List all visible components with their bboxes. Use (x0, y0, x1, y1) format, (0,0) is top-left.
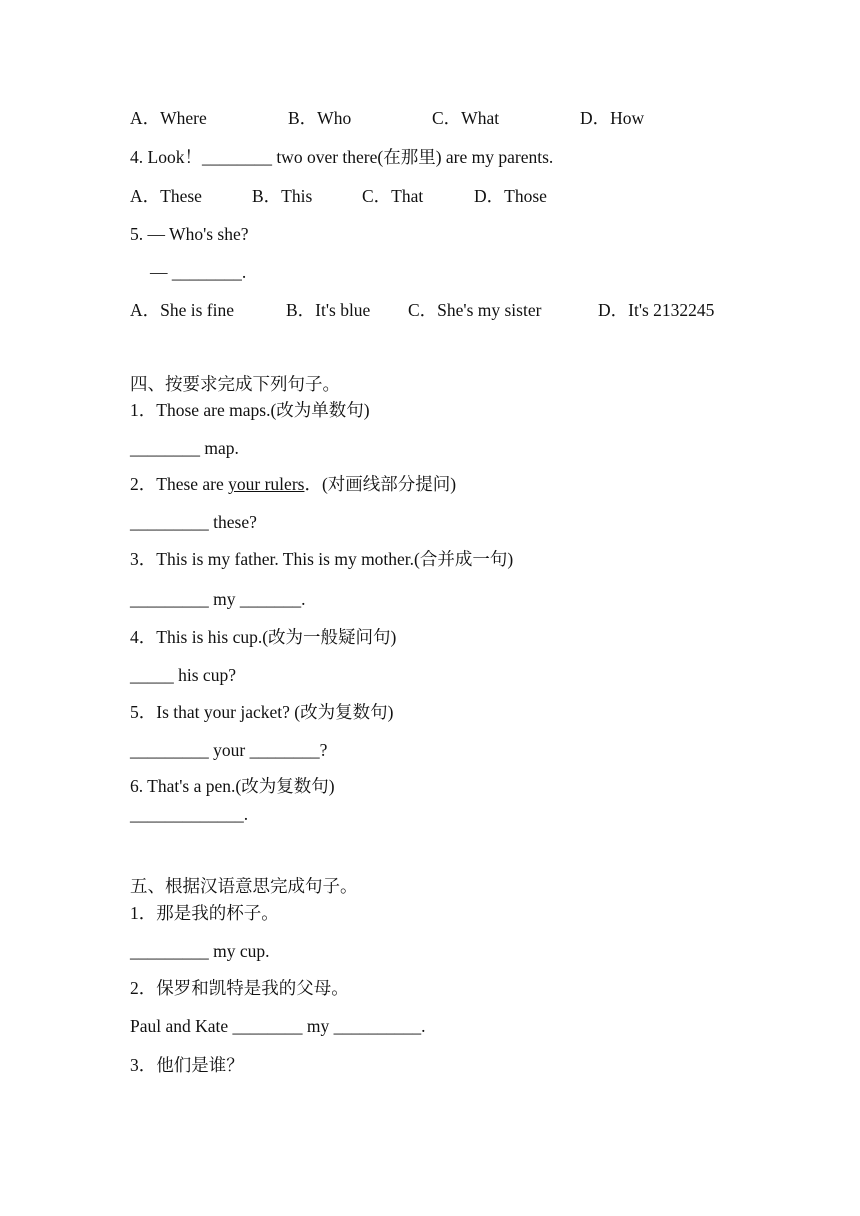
section4-item6-question: 6. That's a pen.(改为复数句) (130, 776, 335, 796)
section4-item2-suffix: ．(对画线部分提问) (304, 474, 457, 494)
section4-item3-answer: _________ my _______. (130, 589, 306, 609)
q4-option-a: A．These (130, 186, 202, 206)
q4-option-c: C．That (362, 186, 424, 206)
q5-option-b: B．It's blue (286, 300, 371, 320)
section4-item1-question: 1．Those are maps.(改为单数句) (130, 400, 370, 420)
q3-option-d: D．How (580, 108, 645, 128)
q5-option-a: A．She is fine (130, 300, 235, 320)
section4-item2-answer: _________ these? (130, 512, 257, 532)
section4-item5-question: 5．Is that your jacket? (改为复数句) (130, 702, 394, 722)
q4-option-d: D．Those (474, 186, 547, 206)
q4-question: 4. Look！________ two over there(在那里) are my parents. (130, 147, 554, 167)
q5-answer-line: — ________. (150, 262, 247, 282)
q5-option-c: C．She's my sister (408, 300, 542, 320)
section4-item1-answer: ________ map. (130, 438, 239, 458)
q3-option-b: B．Who (288, 108, 352, 128)
section5-item3-question: 3．他们是谁？ (130, 1055, 244, 1075)
q3-option-a: A．Where (130, 108, 207, 128)
section4-item2-prefix: 2．These are (130, 474, 229, 494)
section5-item1-answer: _________ my cup. (130, 941, 270, 961)
q3-option-c: C．What (432, 108, 500, 128)
q5-question: 5. — Who's she? (130, 224, 249, 244)
section4-item5-answer: _________ your ________? (130, 740, 328, 760)
section4-title: 四、按要求完成下列句子。 (130, 374, 340, 394)
q5-option-d: D．It's 2132245 (598, 300, 715, 320)
section4-item4-answer: _____ his cup? (130, 665, 236, 685)
section4-item4-question: 4．This is his cup.(改为一般疑问句) (130, 627, 397, 647)
section4-item6-answer: _____________. (130, 804, 249, 824)
section5-item2-question: 2．保罗和凯特是我的父母。 (130, 978, 349, 998)
section4-item2-underlined: your rulers (228, 474, 305, 494)
section4-item2-question (130, 473, 456, 495)
section5-item2-answer: Paul and Kate ________ my __________. (130, 1016, 426, 1036)
q4-option-b: B．This (252, 186, 313, 206)
section5-title: 五、根据汉语意思完成句子。 (130, 876, 358, 896)
section4-item3-question: 3．This is my father. This is my mother.(合并成一句) (130, 549, 514, 569)
section5-item1-question: 1．那是我的杯子。 (130, 903, 279, 923)
